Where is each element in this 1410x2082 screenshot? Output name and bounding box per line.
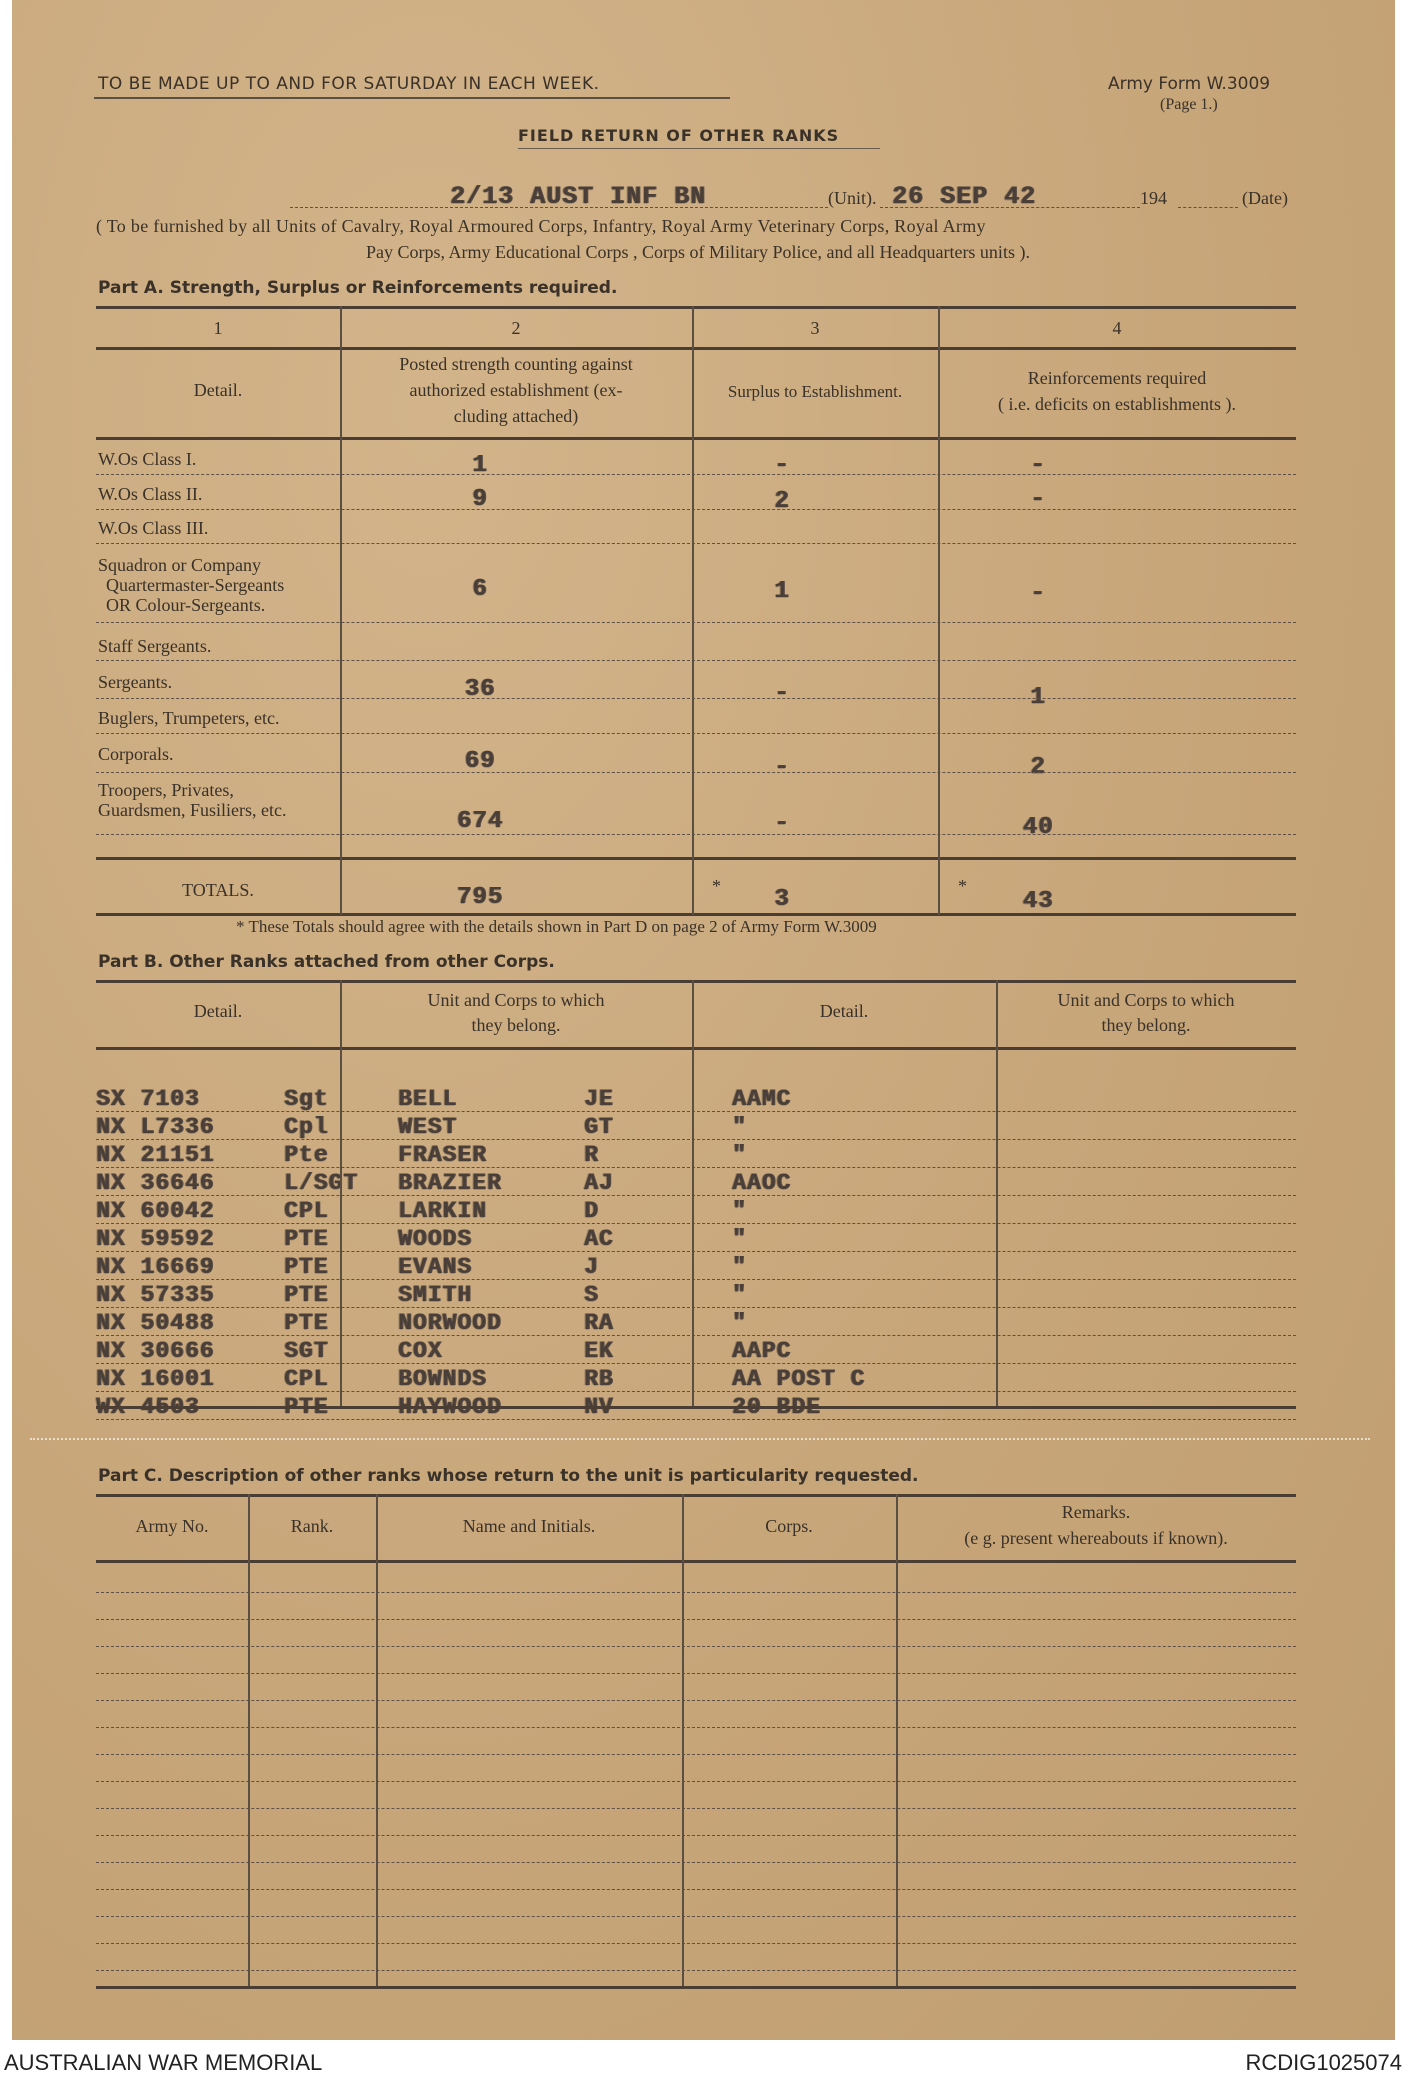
entry-corps: " <box>732 1254 747 1280</box>
part-a-top-rule <box>96 306 1296 309</box>
totals-surplus: 3 <box>774 886 790 913</box>
title-underline <box>518 148 880 149</box>
date-dotted-line <box>880 207 1140 208</box>
blank-row-rule <box>96 1835 1296 1836</box>
entry-rank: PTE <box>284 1254 329 1280</box>
blank-row-rule <box>96 1862 1296 1863</box>
row-label: Troopers, Privates, <box>98 780 234 800</box>
blank-row-rule <box>96 1592 1296 1593</box>
part-c-vline-2 <box>376 1494 378 1988</box>
unit-label: (Unit). <box>828 188 877 208</box>
entry-init: D <box>584 1198 599 1224</box>
col-number-2: 2 <box>511 318 521 338</box>
col2-header-line3: cluding attached) <box>453 406 579 426</box>
row-label: W.Os Class II. <box>98 484 203 504</box>
entry-init: RA <box>584 1310 614 1336</box>
date-label: (Date) <box>1242 188 1288 208</box>
part-b-header-rule <box>96 1047 1296 1050</box>
entry-rule <box>96 1279 1296 1280</box>
entry-corps: " <box>732 1226 747 1252</box>
entry-corps: " <box>732 1142 747 1168</box>
instruction-underline <box>94 97 730 99</box>
part-b-vline-2 <box>692 980 694 1408</box>
totals-top-rule <box>96 857 1296 860</box>
row-rule <box>96 622 1296 623</box>
entry-name: LARKIN <box>398 1198 487 1224</box>
blank-row-rule <box>96 1754 1296 1755</box>
entry-rank: L/SGT <box>284 1170 359 1196</box>
part-c-header-rule <box>96 1560 1296 1563</box>
blank-row-rule <box>96 1943 1296 1944</box>
footer-left: AUSTRALIAN WAR MEMORIAL <box>4 2050 323 2075</box>
surplus-value: - <box>774 754 790 781</box>
part-a-footnote: * These Totals should agree with the details shown in Part D on page 2 of Army Form W.3009 <box>236 917 877 936</box>
entry-rank: Sgt <box>284 1086 329 1112</box>
entry-rank: CPL <box>284 1366 329 1392</box>
reinf-value: 1 <box>1030 684 1046 711</box>
reinf-value: - <box>1030 580 1046 607</box>
col-detail-header: Detail. <box>193 380 243 400</box>
entry-init: J <box>584 1254 599 1280</box>
row-rule <box>96 474 1296 475</box>
entry-rule <box>96 1363 1296 1364</box>
entry-name: WEST <box>398 1114 458 1140</box>
entry-rule <box>96 1111 1296 1112</box>
entry-corps: " <box>732 1198 747 1224</box>
footer-right: RCDIG1025074 <box>1245 2050 1402 2075</box>
col-number-4: 4 <box>1112 318 1122 338</box>
surplus-value: - <box>774 810 790 837</box>
posted-value: 674 <box>456 808 504 835</box>
part-b-col-unit-1-line1: Unit and Corps to which <box>427 990 605 1010</box>
entry-rank: PTE <box>284 1226 329 1252</box>
row-rule <box>96 834 1296 835</box>
entry-init: AC <box>584 1226 614 1252</box>
row-label: W.Os Class I. <box>98 449 197 469</box>
note-line-1: ( To be furnished by all Units of Cavalry, Royal Armoured Corps, Infantry, Royal Army Veterinary Corps, Royal Army <box>96 216 986 236</box>
entry-no: NX 60042 <box>96 1198 215 1224</box>
blank-row-rule <box>96 1808 1296 1809</box>
page-number: (Page 1.) <box>1160 96 1218 113</box>
part-c-caption: Part C. Description of other ranks whose return to the unit is particularity requested. <box>98 1466 919 1486</box>
date-value: 26 SEP 42 <box>892 182 1037 211</box>
entry-corps: AAPC <box>732 1338 792 1364</box>
entry-name: BELL <box>398 1086 458 1112</box>
row-label: Corporals. <box>98 744 174 764</box>
part-c-col-rank: Rank. <box>290 1516 334 1536</box>
entry-no: NX 57335 <box>96 1282 215 1308</box>
part-c-col-name: Name and Initials. <box>462 1516 596 1536</box>
entry-no: NX 36646 <box>96 1170 215 1196</box>
entry-rank: PTE <box>284 1282 329 1308</box>
part-b-vline-1 <box>340 980 342 1408</box>
entry-name: HAYWOOD <box>398 1394 502 1420</box>
col2-header-line2: authorized establishment (ex- <box>409 380 623 400</box>
row-rule <box>96 733 1296 734</box>
part-c-col-army-no: Army No. <box>135 1516 209 1536</box>
part-b-bottom-rule <box>96 1406 1296 1409</box>
entry-corps: " <box>732 1114 747 1140</box>
row-label: Squadron or Company <box>98 555 261 575</box>
entry-no: NX 16669 <box>96 1254 215 1280</box>
entry-rank: Pte <box>284 1142 329 1168</box>
blank-row-rule <box>96 1916 1296 1917</box>
entry-name: FRASER <box>398 1142 487 1168</box>
totals-reinf: 43 <box>1022 888 1054 915</box>
totals-posted: 795 <box>456 884 504 911</box>
entry-init: GT <box>584 1114 614 1140</box>
row-label-line3: OR Colour-Sergeants. <box>106 595 266 615</box>
blank-row-rule <box>96 1700 1296 1701</box>
reinf-value: 40 <box>1022 814 1054 841</box>
row-label: Staff Sergeants. <box>98 636 212 656</box>
row-label: Buglers, Trumpeters, etc. <box>98 708 280 728</box>
entry-rule <box>96 1391 1296 1392</box>
entry-name: BOWNDS <box>398 1366 487 1392</box>
blank-row-rule <box>96 1619 1296 1620</box>
entry-rule <box>96 1251 1296 1252</box>
entry-rule <box>96 1167 1296 1168</box>
surplus-value: - <box>774 680 790 707</box>
row-rule <box>96 660 1296 661</box>
entry-corps: 20 BDE <box>732 1394 821 1420</box>
entry-init: RB <box>584 1366 614 1392</box>
instruction-text: TO BE MADE UP TO AND FOR SATURDAY IN EACH WEEK. <box>98 74 600 94</box>
blank-row-rule <box>96 1727 1296 1728</box>
col-number-3: 3 <box>810 318 820 338</box>
part-a-vline-3 <box>938 306 940 915</box>
part-c-bottom-rule <box>96 1986 1296 1989</box>
posted-value: 9 <box>472 486 488 513</box>
entry-rule <box>96 1419 1296 1420</box>
unit-value: 2/13 AUST INF BN <box>450 182 707 211</box>
surplus-value: 2 <box>774 488 790 515</box>
entry-rank: CPL <box>284 1198 329 1224</box>
part-c-vline-4 <box>896 1494 898 1988</box>
entry-corps: AAOC <box>732 1170 792 1196</box>
part-b-top-rule <box>96 980 1296 983</box>
entry-name: COX <box>398 1338 443 1364</box>
part-c-vline-3 <box>682 1494 684 1988</box>
entry-rule <box>96 1307 1296 1308</box>
entry-name: EVANS <box>398 1254 473 1280</box>
part-a-vline-2 <box>692 306 694 915</box>
year-dotted-line <box>1178 207 1238 208</box>
entry-no: NX 59592 <box>96 1226 215 1252</box>
form-number: Army Form W.3009 <box>1108 74 1271 94</box>
entry-rank: PTE <box>284 1310 329 1336</box>
part-b-vline-3 <box>996 980 998 1408</box>
part-a-caption: Part A. Strength, Surplus or Reinforcements required. <box>98 278 618 298</box>
part-b-col-unit-2-line2: they belong. <box>1101 1015 1191 1035</box>
col3-header: Surplus to Establishment. <box>727 382 903 401</box>
entry-init: R <box>584 1142 599 1168</box>
posted-value: 36 <box>464 676 496 703</box>
blank-row-rule <box>96 1673 1296 1674</box>
blank-row-rule <box>96 1889 1296 1890</box>
row-rule <box>96 543 1296 544</box>
entry-corps: " <box>732 1282 747 1308</box>
entry-init: EK <box>584 1338 614 1364</box>
part-b-caption: Part B. Other Ranks attached from other Corps. <box>98 952 555 972</box>
blank-row-rule <box>96 1970 1296 1971</box>
surplus-value: 1 <box>774 578 790 605</box>
entry-no: NX 30666 <box>96 1338 215 1364</box>
entry-corps: AAMC <box>732 1086 792 1112</box>
reinf-value: - <box>1030 486 1046 513</box>
entry-init: JE <box>584 1086 614 1112</box>
row-rule <box>96 698 1296 699</box>
posted-value: 69 <box>464 748 496 775</box>
part-c-col-remarks-line1: Remarks. <box>1061 1502 1131 1522</box>
entry-rank: SGT <box>284 1338 329 1364</box>
row-label: Sergeants. <box>98 672 173 692</box>
totals-reinf-star: * <box>958 876 967 896</box>
blank-row-rule <box>96 1646 1296 1647</box>
entry-init: S <box>584 1282 599 1308</box>
part-b-col-detail-2: Detail. <box>819 1001 869 1021</box>
totals-label: TOTALS. <box>182 880 254 900</box>
row-rule <box>96 509 1296 510</box>
entry-rule <box>96 1195 1296 1196</box>
row-label-line2: Quartermaster-Sergeants <box>106 575 285 595</box>
part-c-col-corps: Corps. <box>765 1516 813 1536</box>
posted-value: 6 <box>472 576 488 603</box>
entry-rule <box>96 1335 1296 1336</box>
entry-corps: " <box>732 1310 747 1336</box>
entry-rank: Cpl <box>284 1114 329 1140</box>
entry-no: WX 4503 <box>96 1394 200 1420</box>
col4-header-line1: Reinforcements required <box>1027 368 1207 388</box>
part-a-vline-1 <box>340 306 342 915</box>
unit-dotted-line <box>290 207 828 208</box>
form-title: FIELD RETURN OF OTHER RANKS <box>518 126 840 145</box>
entry-rule <box>96 1139 1296 1140</box>
surplus-value: - <box>774 452 790 479</box>
year-prefix: 194 <box>1140 188 1167 208</box>
perforation-line <box>30 1438 1370 1440</box>
reinf-value: 2 <box>1030 754 1046 781</box>
entry-init: NV <box>584 1394 614 1420</box>
entry-rule <box>96 1223 1296 1224</box>
entry-no: NX 16001 <box>96 1366 215 1392</box>
row-label: W.Os Class III. <box>98 518 209 538</box>
col4-header-line2: ( i.e. deficits on establishments ). <box>998 394 1236 414</box>
entry-name: NORWOOD <box>398 1310 502 1336</box>
part-b-col-unit-1-line2: they belong. <box>471 1015 561 1035</box>
part-b-col-detail-1: Detail. <box>193 1001 243 1021</box>
reinf-value: - <box>1030 452 1046 479</box>
row-label-line2: Guardsmen, Fusiliers, etc. <box>98 800 287 820</box>
entry-no: SX 7103 <box>96 1086 200 1112</box>
part-c-vline-1 <box>248 1494 250 1988</box>
entry-no: NX L7336 <box>96 1114 215 1140</box>
part-a-bottom-rule <box>96 913 1296 916</box>
entry-corps: AA POST C <box>732 1366 866 1392</box>
note-line-2: Pay Corps, Army Educational Corps , Corps of Military Police, and all Headquarters units ). <box>366 242 1030 262</box>
entry-name: WOODS <box>398 1226 473 1252</box>
col-number-1: 1 <box>213 318 223 338</box>
totals-surplus-star: * <box>712 876 721 896</box>
entry-init: AJ <box>584 1170 614 1196</box>
blank-row-rule <box>96 1781 1296 1782</box>
row-rule <box>96 772 1296 773</box>
entry-no: NX 50488 <box>96 1310 215 1336</box>
entry-no: NX 21151 <box>96 1142 215 1168</box>
part-c-col-remarks-line2: (e g. present whereabouts if known). <box>964 1528 1228 1548</box>
entry-name: SMITH <box>398 1282 473 1308</box>
entry-name: BRAZIER <box>398 1170 502 1196</box>
part-b-col-unit-2-line1: Unit and Corps to which <box>1057 990 1235 1010</box>
part-c-top-rule <box>96 1494 1296 1497</box>
part-a-header-rule <box>96 437 1296 440</box>
part-a-number-rule <box>96 347 1296 350</box>
entry-rank: PTE <box>284 1394 329 1420</box>
posted-value: 1 <box>472 452 488 479</box>
col2-header-line1: Posted strength counting against <box>399 354 633 374</box>
